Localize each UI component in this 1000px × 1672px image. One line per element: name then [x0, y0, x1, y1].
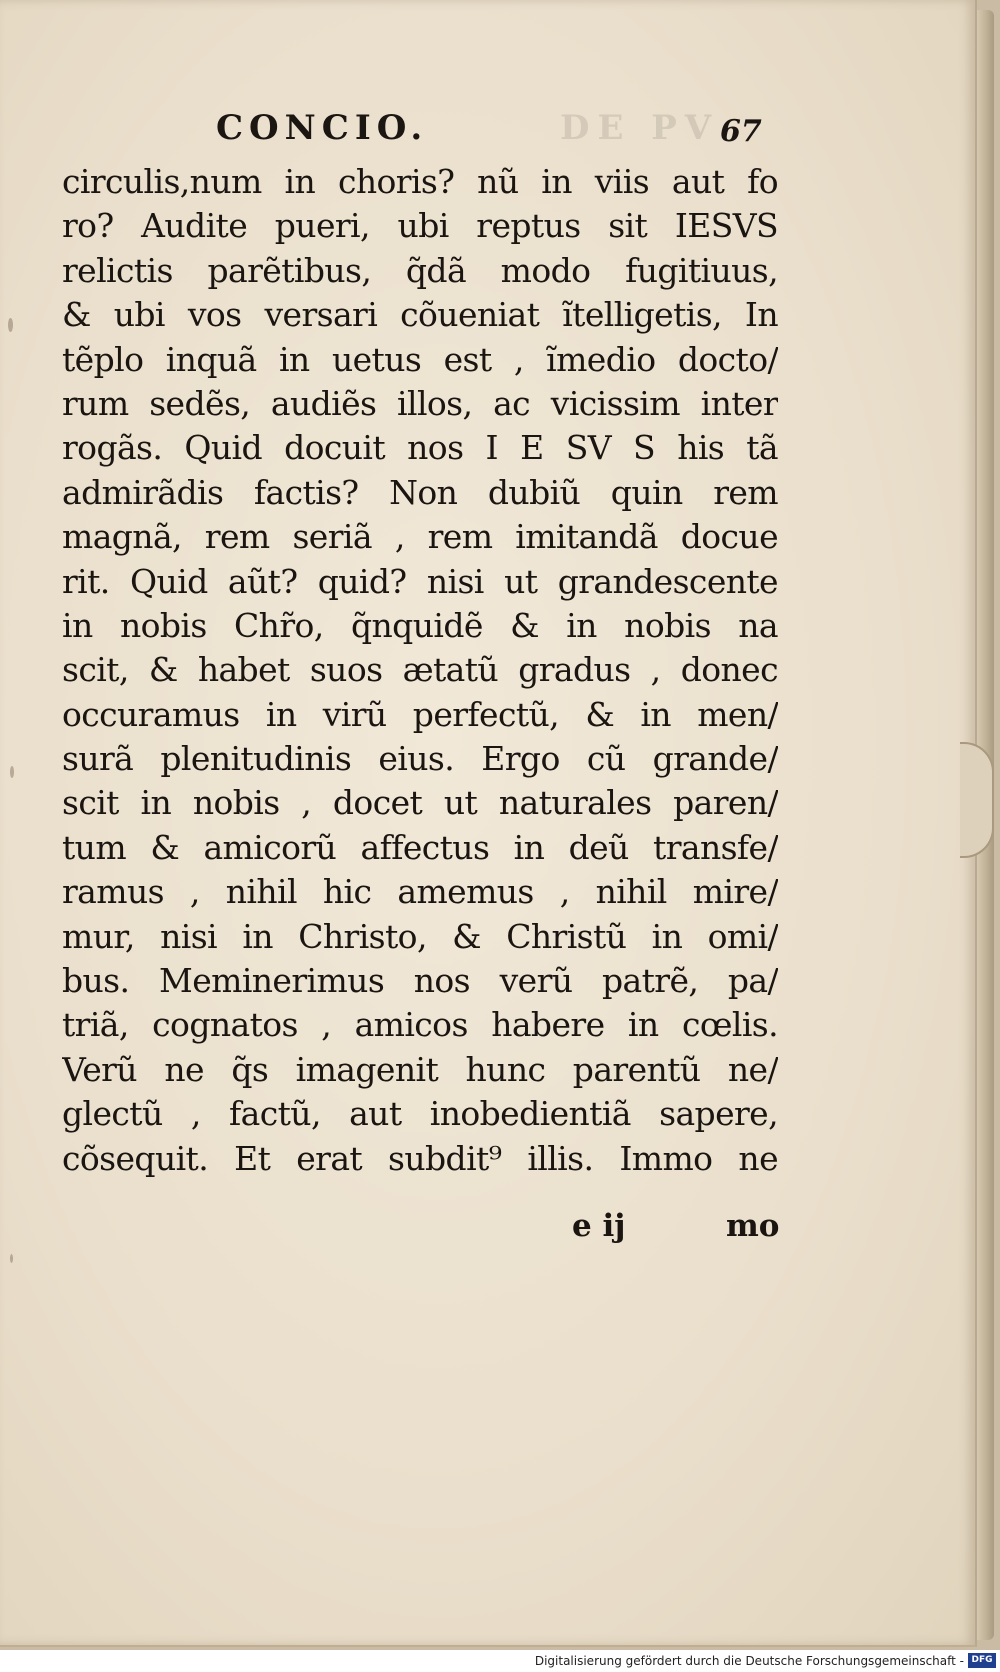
signature-mark: e ij	[572, 1208, 626, 1244]
text-line: tẽplo inquã in uetus est , ĩmedio docto/	[62, 339, 778, 379]
text-line: scit, & habet suos ætatũ gradus , donec	[62, 650, 778, 690]
text-line: tum & amicorũ affectus in deũ transfe/	[62, 827, 778, 867]
text-block	[62, 160, 778, 1181]
text-line: ramus , nihil hic amemus , nihil mire/	[62, 872, 778, 912]
paper-speck	[8, 318, 13, 332]
paper-speck	[10, 1254, 13, 1263]
text-line: occuramus in virũ perfectũ, & in men/	[62, 694, 778, 734]
catchword: mo	[726, 1208, 780, 1244]
text-line: admirãdis factis? Non dubiũ quin rem	[62, 472, 778, 512]
text-line: glectũ , factũ, aut inobedientiã sapere,	[62, 1094, 778, 1134]
text-line: rum sedẽs, audiẽs illos, ac vicissim inter	[62, 383, 778, 423]
text-line: rit. Quid aũt? quid? nisi ut grandescente	[62, 561, 778, 601]
text-line: relictis parẽtibus, q̃dã modo fugitiuus,	[62, 250, 778, 290]
text-line: rogãs. Quid docuit nos I E SV S his tã	[62, 428, 778, 468]
dfg-logo: DFG	[968, 1653, 996, 1668]
text-line: cõsequit. Et erat subdit⁹ illis. Immo ne	[62, 1138, 778, 1178]
footer-bar	[0, 1650, 1000, 1672]
running-head: CONCIO.	[216, 108, 429, 148]
text-line: triã, cognatos , amicos habere in cœlis.	[62, 1005, 778, 1045]
catch-line	[62, 1208, 778, 1254]
text-line: surã plenitudinis eius. Ergo cũ grande/	[62, 739, 778, 779]
text-line: scit in nobis , docet ut naturales paren/	[62, 783, 778, 823]
text-line: circulis,num in choris? nũ in viis aut fo	[62, 162, 778, 201]
folio-number: 67	[720, 114, 762, 149]
paper-speck	[10, 766, 14, 778]
show-through-text: DE PV	[560, 108, 720, 148]
text-line: ro? Audite pueri, ubi reptus sit IESVS	[62, 206, 778, 246]
text-line: mur, nisi in Christo, & Christũ in omi/	[62, 916, 778, 956]
funding-note: Digitalisierung gefördert durch die Deutsche Forschungsgemeinschaft -	[534, 1654, 964, 1668]
text-line: in nobis Chr̃o, q̃nquidẽ & in nobis na	[62, 605, 778, 645]
text-line: & ubi vos versari cõueniat ĩtelligetis, In	[62, 295, 778, 335]
text-line: Verũ ne q̃s imagenit hunc parentũ ne/	[62, 1049, 778, 1089]
text-line: bus. Meminerimus nos verũ patrẽ, pa/	[62, 961, 778, 1001]
page-tab-clip	[960, 742, 994, 858]
text-line: magnã, rem seriã , rem imitandã docue	[62, 517, 778, 557]
